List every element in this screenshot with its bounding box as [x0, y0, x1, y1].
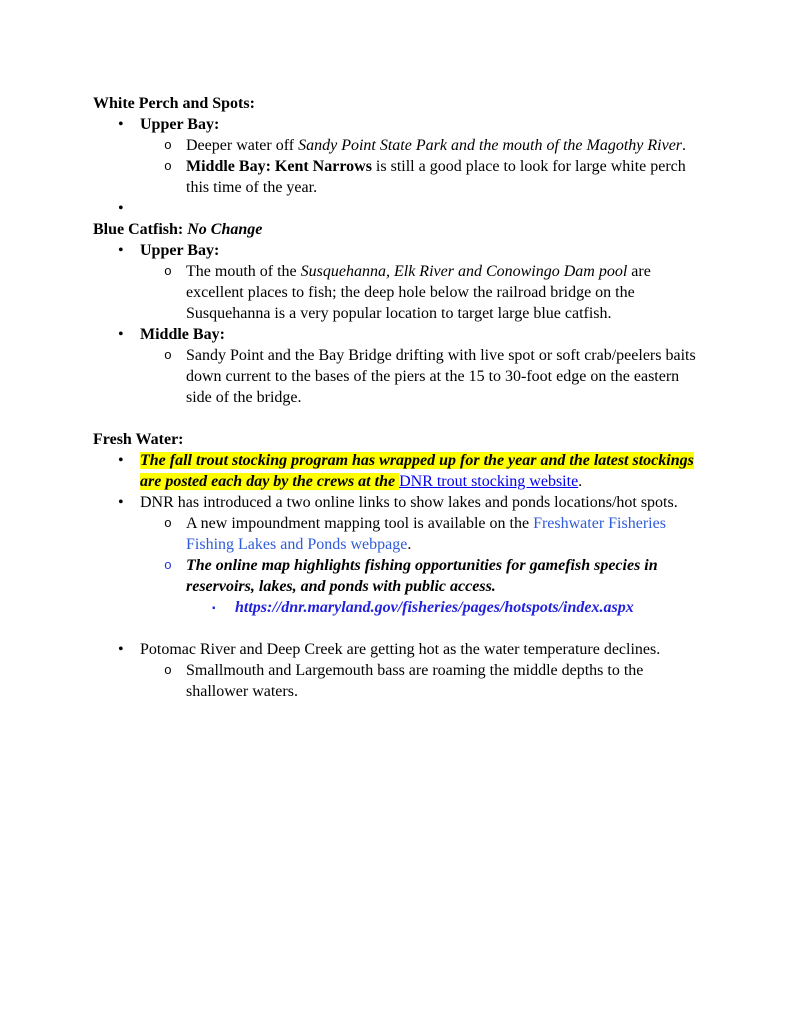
disc-bullet-icon: •: [118, 641, 124, 658]
heading-blue-catfish-bold: Blue Catfish:: [93, 221, 188, 238]
heading-no-change: No Change: [187, 221, 263, 238]
circle-bullet-icon: o: [164, 264, 172, 279]
deeper-water-italic: Sandy Point State Park and the mouth of the Magothy River: [298, 137, 683, 154]
online-map-text: The online map highlights fishing opportunities for gamefish species in reservoirs, lakes, and ponds with public access.: [186, 557, 658, 595]
impoundment-prefix: A new impoundment mapping tool is available on the: [186, 515, 534, 532]
blank-line: [93, 408, 698, 429]
trout-highlighted-text: The fall trout stocking program has wrapped up for the year and the latest stockings are posted each day by the crews at the: [140, 452, 694, 490]
middle-bay-kent-narrows-bold: Middle Bay: Kent Narrows: [186, 158, 372, 175]
disc-bullet-icon: •: [118, 452, 124, 469]
heading-white-perch: [93, 93, 698, 114]
trout-suffix: .: [578, 473, 583, 490]
disc-bullet-icon: •: [118, 494, 124, 511]
circle-bullet-icon: o: [164, 516, 172, 531]
link-freshwater-fisheries-webpage[interactable]: Freshwater Fisheries Fishing Lakes and Ponds webpage: [186, 515, 666, 553]
list-item-impoundment: [93, 513, 698, 555]
list-item-empty-bullet: [93, 198, 698, 219]
empty-bullet-text: [140, 200, 144, 217]
heading-fresh-water-text: Fresh Water:: [93, 431, 184, 448]
circle-bullet-icon: o: [164, 159, 172, 174]
list-item-dnr-links: [93, 492, 698, 513]
list-item-hotspots-url: [93, 597, 698, 618]
list-item-online-map: [93, 555, 698, 597]
link-hotspots-url[interactable]: https://dnr.maryland.gov/fisheries/pages/hotspots/index.aspx: [235, 599, 634, 616]
link-dnr-trout-stocking-website[interactable]: DNR trout stocking website: [399, 473, 579, 490]
list-item-wp-upper-bay: [93, 114, 698, 135]
disc-bullet-icon: •: [118, 116, 124, 133]
disc-bullet-icon: •: [118, 200, 124, 217]
list-item-kent-narrows: [93, 156, 698, 198]
list-item-bc-upper-bay: [93, 240, 698, 261]
smallmouth-text: Smallmouth and Largemouth bass are roaming the middle depths to the shallower waters.: [186, 662, 644, 700]
susquehanna-rest: are excellent places to fish; the deep hole below the railroad bridge on the Susquehanna is a very popular location to target large blue catfish.: [186, 263, 651, 322]
blank-line: [93, 618, 698, 639]
deeper-water-suffix: .: [682, 137, 687, 154]
list-item-bc-middle-bay: [93, 324, 698, 345]
circle-bullet-icon: o: [164, 138, 172, 153]
list-item-potomac: [93, 639, 698, 660]
susquehanna-italic: Susquehanna, Elk River and Conowingo Dam pool: [300, 263, 628, 280]
upper-bay-label: Upper Bay:: [140, 242, 220, 259]
circle-bullet-icon: o: [164, 663, 172, 678]
deeper-water-prefix: Deeper water off: [186, 137, 299, 154]
square-bullet-icon: ▪: [212, 603, 216, 614]
list-item-smallmouth: [93, 660, 698, 702]
list-item-deeper-water: [93, 135, 698, 156]
upper-bay-label: Upper Bay:: [140, 116, 220, 133]
list-item-sandy-point: [93, 345, 698, 408]
susquehanna-prefix: The mouth of the: [186, 263, 301, 280]
circle-bullet-icon: o: [164, 558, 172, 573]
heading-white-perch-text: White Perch and Spots:: [93, 95, 255, 112]
sandy-point-text: Sandy Point and the Bay Bridge drifting with live spot or soft crab/peelers baits down current to the bases of the piers at the 15 to 30-foot edge on the eastern side of the bridge.: [186, 347, 696, 406]
heading-fresh-water: [93, 429, 698, 450]
middle-bay-kent-narrows-rest: is still a good place to look for large white perch this time of the year.: [186, 158, 686, 196]
list-item-susquehanna: [93, 261, 698, 324]
potomac-text: Potomac River and Deep Creek are getting hot as the water temperature declines.: [140, 641, 661, 658]
middle-bay-label: Middle Bay:: [140, 326, 225, 343]
impoundment-suffix: .: [407, 536, 412, 553]
dnr-links-text: DNR has introduced a two online links to show lakes and ponds locations/hot spots.: [140, 494, 678, 511]
disc-bullet-icon: •: [118, 242, 124, 259]
circle-bullet-icon: o: [164, 348, 172, 363]
list-item-trout-stocking: [93, 450, 698, 492]
disc-bullet-icon: •: [118, 326, 124, 343]
heading-blue-catfish: [93, 219, 698, 240]
